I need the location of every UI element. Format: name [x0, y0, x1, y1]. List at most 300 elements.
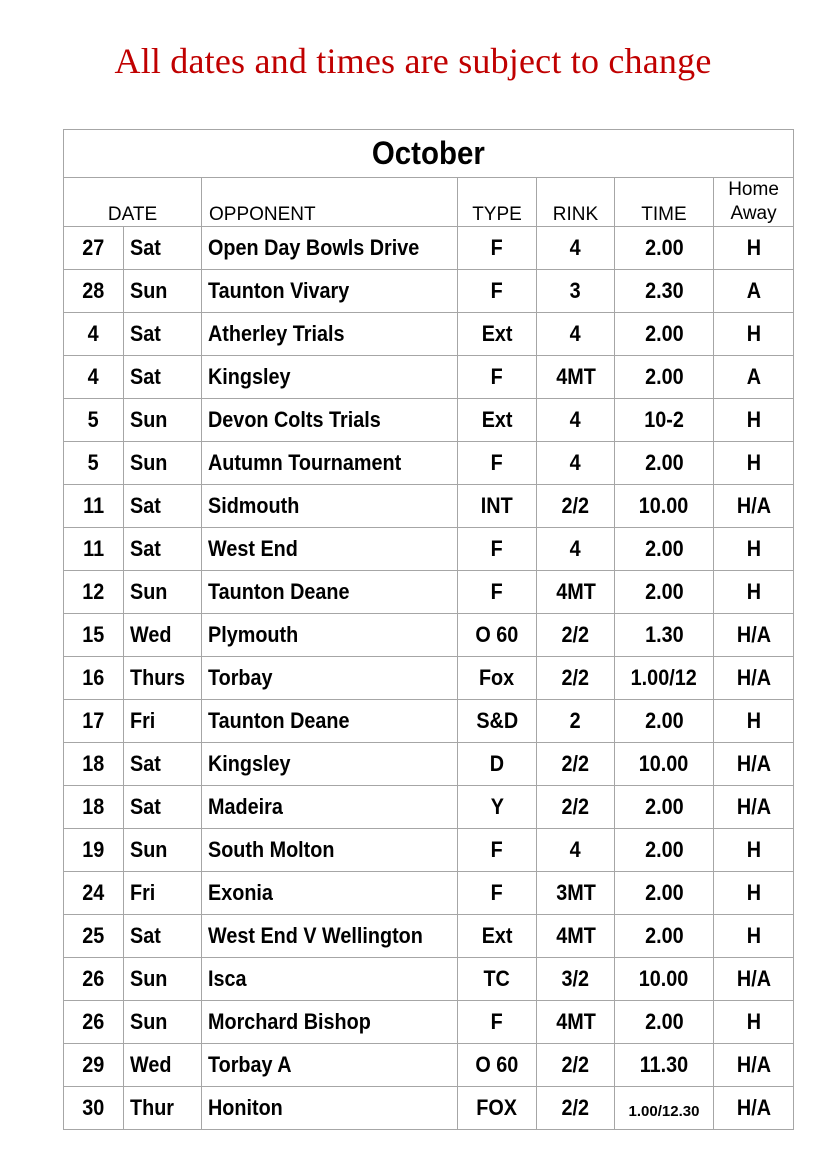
- rink-cell-text: 4MT: [555, 579, 596, 604]
- opponent-cell-text: Plymouth: [208, 622, 299, 647]
- type-cell-text: Ext: [481, 321, 513, 346]
- rink-cell: [537, 270, 615, 313]
- day-cell-text: Sat: [130, 536, 161, 561]
- day-cell-text: Sat: [130, 321, 161, 346]
- day-cell-text: Fri: [130, 708, 156, 733]
- opponent-cell: [202, 313, 458, 356]
- opponent-cell: [202, 1044, 458, 1087]
- opponent-cell-text: Taunton Deane: [208, 708, 350, 733]
- time-cell: [615, 485, 714, 528]
- rink-cell-text: 2/2: [561, 1052, 590, 1077]
- home-away-header-line2: Away: [730, 203, 777, 224]
- day-cell-text: Sat: [130, 794, 161, 819]
- day-cell-text: Sun: [130, 1009, 168, 1034]
- home-away-cell: [714, 743, 794, 786]
- type-cell: [458, 614, 537, 657]
- day-cell: [124, 1087, 202, 1130]
- home-away-cell: [714, 1001, 794, 1044]
- table-row: [64, 1001, 794, 1044]
- time-cell: [615, 743, 714, 786]
- opponent-cell-text: Torbay: [208, 665, 273, 690]
- home-away-cell-text: H: [746, 837, 761, 862]
- day-cell: [124, 958, 202, 1001]
- date-cell-text: 4: [87, 364, 100, 389]
- time-cell: [615, 313, 714, 356]
- rink-cell-text: 4: [569, 407, 582, 432]
- type-column-header: TYPE: [458, 178, 537, 227]
- table-row: [64, 442, 794, 485]
- opponent-cell-text: Autumn Tournament: [208, 450, 402, 475]
- opponent-cell-text: Madeira: [208, 794, 283, 819]
- time-cell-text: 11.30: [639, 1052, 689, 1077]
- date-cell-text: 18: [82, 751, 105, 776]
- table-row: [64, 356, 794, 399]
- rink-cell: [537, 1001, 615, 1044]
- type-cell: [458, 270, 537, 313]
- home-away-cell: [714, 657, 794, 700]
- date-cell: [64, 1044, 124, 1087]
- day-cell: [124, 829, 202, 872]
- rink-cell: [537, 356, 615, 399]
- date-cell: [64, 743, 124, 786]
- rink-cell-text: 2: [569, 708, 582, 733]
- home-away-cell: [714, 313, 794, 356]
- home-away-cell: [714, 571, 794, 614]
- date-cell: [64, 571, 124, 614]
- date-cell: [64, 399, 124, 442]
- date-cell-text: 26: [82, 1009, 105, 1034]
- rink-cell-text: 4: [569, 321, 582, 346]
- type-cell-text: TC: [483, 966, 511, 991]
- type-cell: [458, 786, 537, 829]
- opponent-cell: [202, 399, 458, 442]
- date-cell-text: 17: [82, 708, 105, 733]
- home-away-cell-text: H/A: [736, 751, 771, 776]
- day-cell: [124, 700, 202, 743]
- opponent-cell-text: Morchard Bishop: [208, 1009, 371, 1034]
- rink-cell-text: 2/2: [561, 493, 590, 518]
- time-cell-text: 2.00: [644, 321, 684, 346]
- rink-cell-text: 2/2: [561, 751, 590, 776]
- rink-column-header: RINK: [537, 178, 615, 227]
- table-row: [64, 743, 794, 786]
- rink-cell: [537, 657, 615, 700]
- day-cell: [124, 270, 202, 313]
- date-cell-text: 25: [82, 923, 105, 948]
- date-cell: [64, 700, 124, 743]
- home-away-cell-text: H: [746, 923, 761, 948]
- type-cell-text: Ext: [481, 923, 513, 948]
- time-cell-text: 2.00: [644, 364, 684, 389]
- time-cell-text: 2.00: [644, 794, 684, 819]
- time-cell: [615, 829, 714, 872]
- home-away-cell-text: H/A: [736, 794, 771, 819]
- home-away-cell: [714, 1087, 794, 1130]
- rink-cell: [537, 700, 615, 743]
- home-away-cell-text: H: [746, 1009, 761, 1034]
- opponent-cell: [202, 528, 458, 571]
- type-cell: [458, 227, 537, 270]
- opponent-cell-text: Taunton Deane: [208, 579, 350, 604]
- type-cell-text: O 60: [475, 622, 519, 647]
- home-away-cell: [714, 915, 794, 958]
- rink-cell: [537, 313, 615, 356]
- opponent-cell: [202, 786, 458, 829]
- type-cell-text: S&D: [476, 708, 518, 733]
- time-cell-text: 2.00: [644, 536, 684, 561]
- home-away-cell: [714, 1044, 794, 1087]
- day-cell: [124, 313, 202, 356]
- day-cell: [124, 657, 202, 700]
- home-away-cell: [714, 829, 794, 872]
- fixtures-table: [63, 129, 794, 1130]
- day-cell-text: Sun: [130, 278, 168, 303]
- rink-cell-text: 4MT: [555, 923, 596, 948]
- time-cell: [615, 442, 714, 485]
- opponent-column-header: OPPONENT: [202, 178, 458, 227]
- type-cell-text: FOX: [476, 1095, 518, 1120]
- time-cell-text: 2.00: [644, 923, 684, 948]
- home-away-cell: [714, 356, 794, 399]
- table-row: [64, 1044, 794, 1087]
- home-away-cell-text: H/A: [736, 622, 771, 647]
- opponent-cell: [202, 614, 458, 657]
- home-away-cell: [714, 872, 794, 915]
- opponent-cell-text: Exonia: [208, 880, 273, 905]
- opponent-cell-text: South Molton: [208, 837, 335, 862]
- time-cell-text: 1.00/12: [630, 665, 698, 690]
- rink-cell: [537, 442, 615, 485]
- fixture-rows: [64, 227, 794, 1130]
- rink-cell: [537, 786, 615, 829]
- type-cell-text: F: [490, 837, 504, 862]
- time-cell-text: 1.00/12.30: [628, 1102, 700, 1120]
- day-cell-text: Sat: [130, 493, 161, 518]
- day-cell-text: Sun: [130, 450, 168, 475]
- opponent-cell: [202, 485, 458, 528]
- date-cell: [64, 442, 124, 485]
- date-cell: [64, 1001, 124, 1044]
- day-cell: [124, 1001, 202, 1044]
- date-cell-text: 26: [82, 966, 105, 991]
- day-cell: [124, 915, 202, 958]
- home-away-cell: [714, 485, 794, 528]
- type-cell-text: F: [490, 880, 504, 905]
- day-cell: [124, 442, 202, 485]
- date-cell: [64, 270, 124, 313]
- type-cell: [458, 872, 537, 915]
- table-row: [64, 528, 794, 571]
- home-away-cell-text: H: [746, 880, 761, 905]
- table-row: [64, 485, 794, 528]
- opponent-cell: [202, 1087, 458, 1130]
- time-cell: [615, 614, 714, 657]
- time-cell: [615, 1044, 714, 1087]
- day-cell-text: Sun: [130, 579, 168, 604]
- day-cell-text: Sun: [130, 966, 168, 991]
- opponent-cell: [202, 915, 458, 958]
- date-cell: [64, 614, 124, 657]
- rink-cell: [537, 743, 615, 786]
- table-row: [64, 872, 794, 915]
- day-cell-text: Thurs: [130, 665, 186, 690]
- opponent-cell-text: Sidmouth: [208, 493, 300, 518]
- type-cell: [458, 485, 537, 528]
- rink-cell-text: 4: [569, 837, 582, 862]
- table-row: [64, 614, 794, 657]
- date-cell-text: 29: [82, 1052, 105, 1077]
- home-away-cell: [714, 786, 794, 829]
- table-row: [64, 270, 794, 313]
- type-cell-text: F: [490, 278, 504, 303]
- date-cell: [64, 786, 124, 829]
- rink-cell-text: 2/2: [561, 665, 590, 690]
- rink-cell-text: 4: [569, 536, 582, 561]
- home-away-cell: [714, 528, 794, 571]
- rink-cell: [537, 1087, 615, 1130]
- home-away-cell-text: H/A: [736, 1052, 771, 1077]
- opponent-cell: [202, 1001, 458, 1044]
- rink-cell-text: 3MT: [555, 880, 596, 905]
- rink-cell-text: 4MT: [555, 364, 596, 389]
- rink-cell: [537, 227, 615, 270]
- type-cell: [458, 829, 537, 872]
- day-cell-text: Sat: [130, 364, 161, 389]
- rink-cell-text: 4: [569, 235, 582, 260]
- date-column-header: DATE: [64, 178, 202, 227]
- rink-cell: [537, 399, 615, 442]
- rink-cell: [537, 485, 615, 528]
- type-cell: [458, 958, 537, 1001]
- type-cell: [458, 657, 537, 700]
- type-cell-text: INT: [481, 493, 513, 518]
- day-cell: [124, 614, 202, 657]
- day-cell: [124, 227, 202, 270]
- opponent-cell-text: Atherley Trials: [208, 321, 345, 346]
- time-cell: [615, 915, 714, 958]
- opponent-cell: [202, 657, 458, 700]
- day-cell: [124, 485, 202, 528]
- time-cell-text: 2.00: [644, 579, 684, 604]
- table-row: [64, 1087, 794, 1130]
- date-cell: [64, 313, 124, 356]
- home-away-column-header: [714, 178, 794, 227]
- day-cell: [124, 1044, 202, 1087]
- time-cell: [615, 657, 714, 700]
- table-row: [64, 657, 794, 700]
- home-away-header-line1: Home: [728, 179, 779, 200]
- opponent-cell-text: West End V Wellington: [208, 923, 423, 948]
- time-cell-text: 2.00: [644, 1009, 684, 1034]
- day-cell-text: Sun: [130, 407, 168, 432]
- time-cell-text: 1.30: [644, 622, 684, 647]
- date-cell-text: 24: [82, 880, 105, 905]
- rink-cell-text: 4: [569, 450, 582, 475]
- rink-cell-text: 2/2: [561, 622, 590, 647]
- home-away-cell-text: H/A: [736, 493, 771, 518]
- type-cell-text: F: [490, 235, 504, 260]
- date-cell: [64, 485, 124, 528]
- home-away-cell-text: H: [746, 708, 761, 733]
- type-cell: [458, 399, 537, 442]
- opponent-cell: [202, 571, 458, 614]
- date-cell: [64, 915, 124, 958]
- time-cell-text: 10.00: [639, 493, 689, 518]
- time-cell: [615, 399, 714, 442]
- type-cell: [458, 442, 537, 485]
- opponent-cell: [202, 227, 458, 270]
- type-cell: [458, 313, 537, 356]
- time-cell: [615, 571, 714, 614]
- date-cell-text: 30: [82, 1095, 105, 1120]
- rink-cell: [537, 571, 615, 614]
- type-cell: [458, 571, 537, 614]
- table-row: [64, 700, 794, 743]
- day-cell-text: Sat: [130, 751, 161, 776]
- home-away-cell-text: H: [746, 536, 761, 561]
- opponent-cell-text: Kingsley: [208, 364, 291, 389]
- type-cell: [458, 1044, 537, 1087]
- opponent-cell-text: Kingsley: [208, 751, 291, 776]
- type-cell: [458, 915, 537, 958]
- home-away-cell-text: A: [746, 278, 761, 303]
- opponent-cell-text: Torbay A: [208, 1052, 292, 1077]
- time-cell: [615, 227, 714, 270]
- rink-cell-text: 2/2: [561, 794, 590, 819]
- rink-cell-text: 4MT: [555, 1009, 596, 1034]
- date-cell: [64, 958, 124, 1001]
- opponent-cell: [202, 743, 458, 786]
- month-header-row: [64, 130, 794, 178]
- type-cell-text: F: [490, 536, 504, 561]
- time-cell-text: 2.30: [644, 278, 684, 303]
- rink-cell: [537, 829, 615, 872]
- time-column-header: TIME: [615, 178, 714, 227]
- rink-cell: [537, 872, 615, 915]
- home-away-cell: [714, 442, 794, 485]
- rink-cell: [537, 1044, 615, 1087]
- time-cell: [615, 1001, 714, 1044]
- opponent-cell: [202, 356, 458, 399]
- opponent-cell: [202, 958, 458, 1001]
- home-away-cell: [714, 614, 794, 657]
- date-cell-text: 18: [82, 794, 105, 819]
- time-cell-text: 2.00: [644, 837, 684, 862]
- type-cell-text: F: [490, 364, 504, 389]
- type-cell-text: F: [490, 450, 504, 475]
- date-cell-text: 28: [82, 278, 105, 303]
- column-header-row: [64, 178, 794, 227]
- home-away-cell-text: H/A: [736, 665, 771, 690]
- opponent-cell: [202, 442, 458, 485]
- home-away-cell: [714, 958, 794, 1001]
- home-away-cell-text: H: [746, 235, 761, 260]
- table-row: [64, 313, 794, 356]
- type-cell-text: O 60: [475, 1052, 519, 1077]
- date-cell: [64, 227, 124, 270]
- type-cell-text: Fox: [479, 665, 515, 690]
- day-cell-text: Sun: [130, 837, 168, 862]
- date-cell: [64, 829, 124, 872]
- change-notice: All dates and times are subject to change: [114, 41, 712, 81]
- date-cell-text: 4: [87, 321, 100, 346]
- opponent-cell: [202, 829, 458, 872]
- type-cell: [458, 1087, 537, 1130]
- time-cell-text: 2.00: [644, 880, 684, 905]
- type-cell: [458, 700, 537, 743]
- rink-cell: [537, 915, 615, 958]
- time-cell: [615, 270, 714, 313]
- time-cell-text: 2.00: [644, 708, 684, 733]
- day-cell: [124, 399, 202, 442]
- home-away-cell: [714, 270, 794, 313]
- day-cell-text: Thur: [130, 1095, 175, 1120]
- day-cell-text: Wed: [130, 1052, 172, 1077]
- type-cell-text: D: [489, 751, 505, 776]
- time-cell: [615, 872, 714, 915]
- opponent-cell-text: Taunton Vivary: [208, 278, 350, 303]
- time-cell-text: 2.00: [644, 235, 684, 260]
- table-row: [64, 786, 794, 829]
- rink-cell-text: 2/2: [561, 1095, 590, 1120]
- day-cell-text: Sat: [130, 923, 161, 948]
- table-row: [64, 829, 794, 872]
- home-away-cell-text: A: [746, 364, 761, 389]
- opponent-cell-text: Devon Colts Trials: [208, 407, 381, 432]
- rink-cell: [537, 614, 615, 657]
- date-cell-text: 19: [82, 837, 105, 862]
- opponent-cell-text: Open Day Bowls Drive: [208, 235, 420, 260]
- date-cell-text: 16: [82, 665, 105, 690]
- table-row: [64, 571, 794, 614]
- home-away-cell-text: H: [746, 321, 761, 346]
- time-cell: [615, 1087, 714, 1130]
- rink-cell-text: 3: [569, 278, 582, 303]
- type-cell-text: F: [490, 1009, 504, 1034]
- date-cell-text: 5: [87, 450, 100, 475]
- home-away-cell-text: H/A: [736, 966, 771, 991]
- type-cell-text: Y: [490, 794, 504, 819]
- date-cell: [64, 528, 124, 571]
- opponent-cell-text: Honiton: [208, 1095, 283, 1120]
- day-cell-text: Wed: [130, 622, 172, 647]
- date-cell: [64, 872, 124, 915]
- time-cell-text: 10.00: [639, 966, 689, 991]
- day-cell: [124, 743, 202, 786]
- date-cell-text: 5: [87, 407, 100, 432]
- home-away-cell: [714, 227, 794, 270]
- date-cell: [64, 1087, 124, 1130]
- time-cell: [615, 786, 714, 829]
- opponent-cell-text: Isca: [208, 966, 247, 991]
- opponent-cell: [202, 872, 458, 915]
- type-cell: [458, 528, 537, 571]
- home-away-cell: [714, 399, 794, 442]
- type-cell: [458, 356, 537, 399]
- time-cell: [615, 700, 714, 743]
- date-cell-text: 15: [82, 622, 105, 647]
- time-cell-text: 2.00: [644, 450, 684, 475]
- type-cell: [458, 1001, 537, 1044]
- day-cell: [124, 528, 202, 571]
- date-cell-text: 11: [83, 536, 104, 561]
- opponent-cell-text: West End: [208, 536, 298, 561]
- day-cell: [124, 356, 202, 399]
- date-cell: [64, 657, 124, 700]
- home-away-cell-text: H/A: [736, 1095, 771, 1120]
- day-cell-text: Fri: [130, 880, 156, 905]
- date-cell-text: 27: [82, 235, 105, 260]
